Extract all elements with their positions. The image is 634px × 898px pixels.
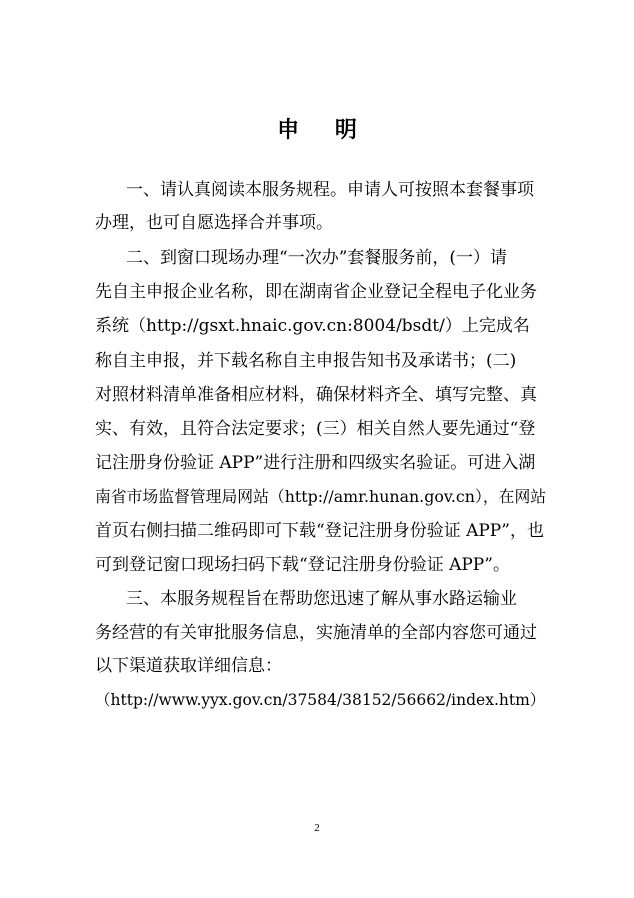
paragraph-1-line-2: 办理，也可自愿选择合并事项。 [95, 213, 333, 233]
page-number: 2 [314, 822, 320, 834]
paragraph-3-line-2: 务经营的有关审批服务信息，实施清单的全部内容您可通过 [95, 623, 537, 643]
paragraph-2-line-4: 称自主申报，并下载名称自主申报告知书及承诺书；(二) [95, 351, 517, 371]
paragraph-2-line-3: 系统（http://gsxt.hnaic.gov.cn:8004/bsdt/）上完成名 [95, 316, 530, 336]
paragraph-2-line-2: 先自主申报企业名称，即在湖南省企业登记全程电子化业务 [95, 282, 537, 302]
paragraph-2-line-9: 首页右侧扫描二维码即可下载“登记注册身份验证 APP”，也 [95, 521, 544, 541]
paragraph-3-line-3: 以下渠道获取详细信息： [95, 656, 282, 676]
page-title: 申 明 [277, 118, 371, 143]
paragraph-2-line-6: 实、有效，且符合法定要求；(三）相关自然人要先通过“登 [95, 419, 536, 439]
paragraph-3-line-1: 三、本服务规程旨在帮助您迅速了解从事水路运输业 [126, 589, 517, 609]
paragraph-2-line-10: 可到登记窗口现场扫码下载“登记注册身份验证 APP”。 [95, 555, 510, 575]
reference-url-line: （http://www.yyx.gov.cn/37584/38152/56662/index.htm） [95, 691, 546, 709]
paragraph-2-line-5: 对照材料清单准备相应材料，确保材料齐全、填写完整、真 [95, 385, 537, 405]
paragraph-2-line-8: 南省市场监督管理局网站（http://amr.hunan.gov.cn），在网站 [95, 487, 547, 506]
paragraph-2-line-1: 二、到窗口现场办理“一次办”套餐服务前，(一）请 [126, 248, 508, 268]
paragraph-1-line-1: 一、请认真阅读本服务规程。申请人可按照本套餐事项 [126, 180, 534, 200]
paragraph-2-line-7: 记注册身份验证 APP”进行注册和四级实名验证。可进入湖 [95, 453, 536, 473]
